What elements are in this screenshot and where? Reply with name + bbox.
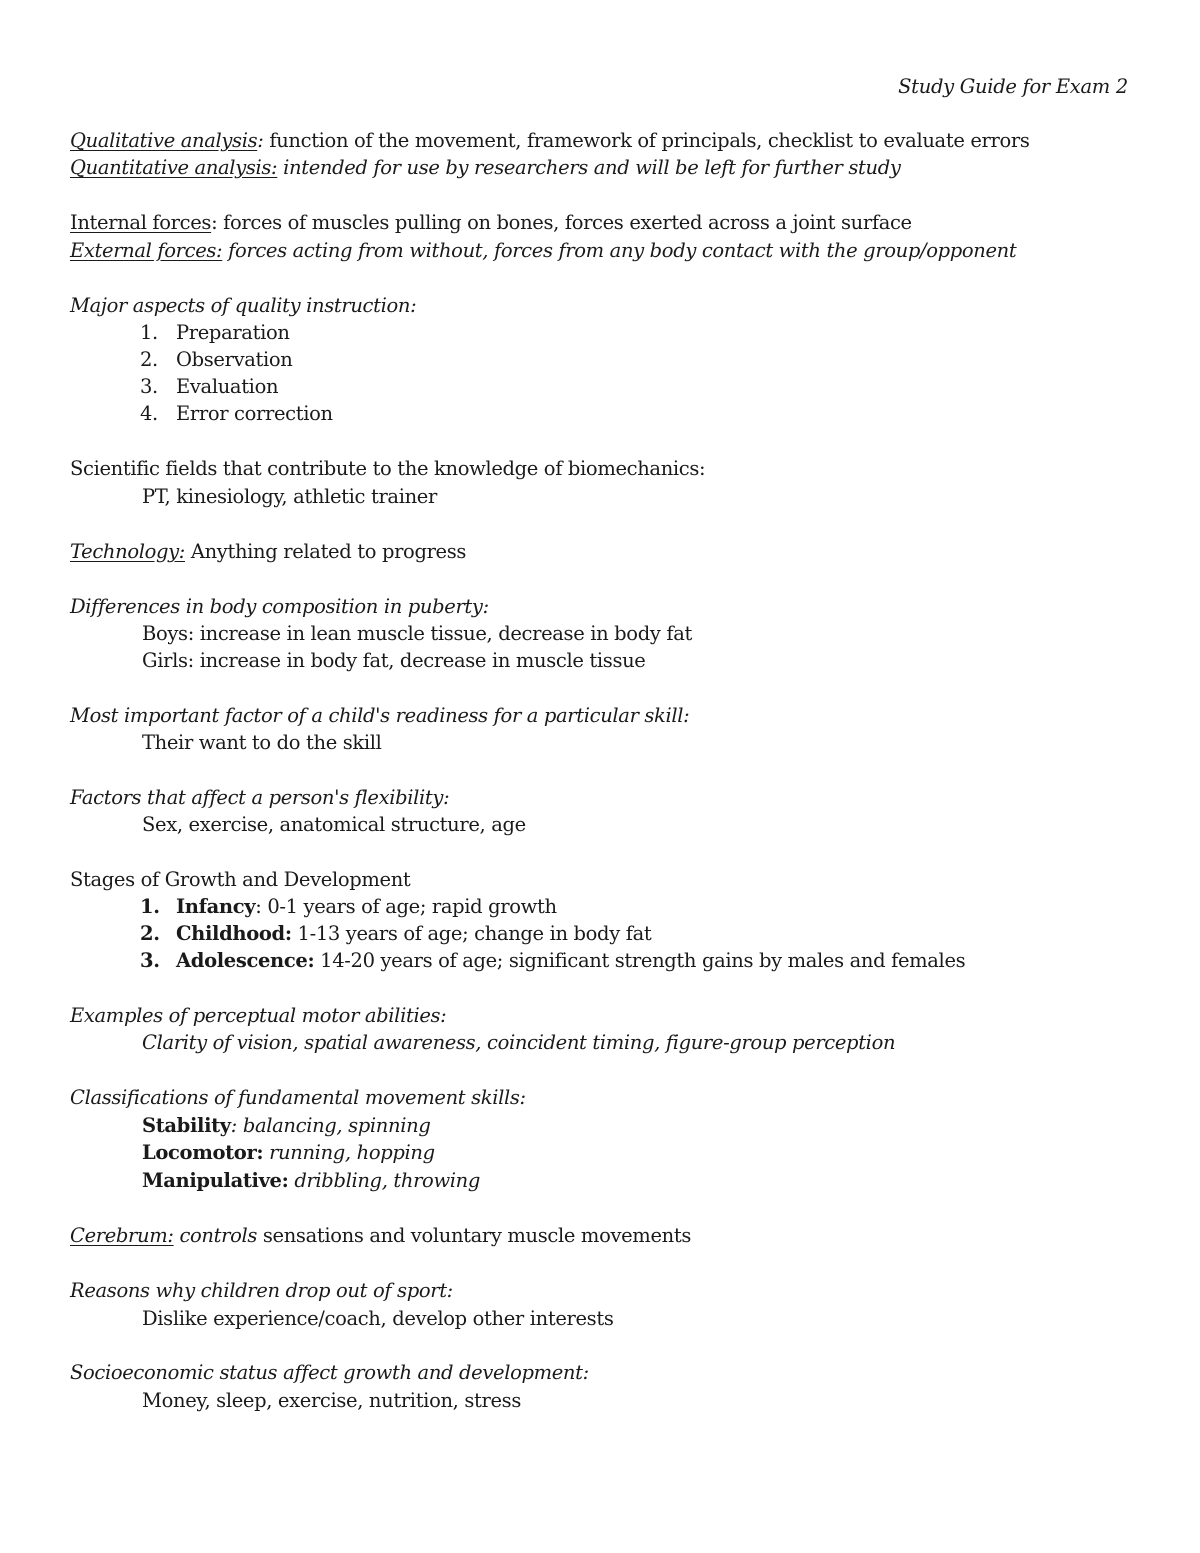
cerebrum-term: Cerebrum: xyxy=(70,1224,174,1247)
body-composition-boys: Boys: increase in lean muscle tissue, decrease in body fat xyxy=(142,622,692,645)
list-item: 4. Error correction xyxy=(140,402,333,425)
list-item: 3. Adolescence: 14-20 years of age; significant strength gains by males and females xyxy=(140,949,966,972)
body-composition-heading: Differences in body composition in puberty: xyxy=(70,595,489,618)
flexibility-heading: Factors that affect a person's flexibility: xyxy=(70,786,450,809)
stages-heading: Stages of Growth and Development xyxy=(70,868,411,891)
internal-forces-term: Internal forces xyxy=(70,211,212,234)
qualitative-analysis-colon: : xyxy=(257,129,264,152)
quantitative-analysis-line xyxy=(70,155,901,181)
qualitative-analysis-term: Qualitative analysis xyxy=(70,129,258,152)
socioeconomic-answer: Money, sleep, exercise, nutrition, stress xyxy=(142,1389,521,1412)
list-item: Manipulative: dribbling, throwing xyxy=(142,1169,481,1192)
list-item: 2. Childhood: 1-13 years of age; change in body fat xyxy=(140,922,652,945)
flexibility-answer: Sex, exercise, anatomical structure, age xyxy=(142,813,526,836)
readiness-answer: Their want to do the skill xyxy=(142,731,382,754)
internal-forces-line xyxy=(70,210,912,236)
list-item: Locomotor: running, hopping xyxy=(142,1141,435,1164)
fundamental-heading: Classifications of fundamental movement skills: xyxy=(70,1086,526,1109)
external-forces-definition: forces acting from without, forces from any body contact with the group/opponent xyxy=(222,239,1017,262)
list-item: 3. Evaluation xyxy=(140,375,279,398)
cerebrum-line xyxy=(70,1223,691,1249)
technology-definition: Anything related to progress xyxy=(185,540,467,563)
quality-instruction-heading: Major aspects of quality instruction: xyxy=(70,294,417,317)
socioeconomic-heading: Socioeconomic status affect growth and development: xyxy=(70,1361,589,1384)
scientific-fields-heading: Scientific fields that contribute to the knowledge of biomechanics: xyxy=(70,457,706,480)
body-composition-girls: Girls: increase in body fat, decrease in muscle tissue xyxy=(142,649,646,672)
internal-forces-definition: : forces of muscles pulling on bones, forces exerted across a joint surface xyxy=(211,211,912,234)
external-forces-line xyxy=(70,238,1016,264)
external-forces-term: External forces: xyxy=(70,239,223,262)
technology-line xyxy=(70,539,466,565)
dropout-heading: Reasons why children drop out of sport: xyxy=(70,1279,453,1302)
quantitative-analysis-definition: intended for use by researchers and will be left for further study xyxy=(277,156,901,179)
dropout-answer: Dislike experience/coach, develop other interests xyxy=(142,1307,614,1330)
list-item: 1. Infancy: 0-1 years of age; rapid growth xyxy=(140,895,557,918)
list-item: Stability: balancing, spinning xyxy=(142,1114,431,1137)
perceptual-answer: Clarity of vision, spatial awareness, coincident timing, figure-group perception xyxy=(142,1031,896,1054)
technology-term: Technology: xyxy=(70,540,186,563)
page-header: Study Guide for Exam 2 xyxy=(898,75,1128,98)
cerebrum-controls: controls xyxy=(173,1224,258,1247)
list-item: 2. Observation xyxy=(140,348,293,371)
perceptual-heading: Examples of perceptual motor abilities: xyxy=(70,1004,447,1027)
cerebrum-definition: sensations and voluntary muscle movements xyxy=(257,1224,691,1247)
list-item: 1. Preparation xyxy=(140,321,290,344)
qualitative-analysis-definition: function of the movement, framework of principals, checklist to evaluate errors xyxy=(263,129,1030,152)
readiness-heading: Most important factor of a child's readiness for a particular skill: xyxy=(70,704,690,727)
qualitative-analysis-line xyxy=(70,128,1030,154)
scientific-fields-answer: PT, kinesiology, athletic trainer xyxy=(142,485,437,508)
quantitative-analysis-term: Quantitative analysis: xyxy=(70,156,278,179)
